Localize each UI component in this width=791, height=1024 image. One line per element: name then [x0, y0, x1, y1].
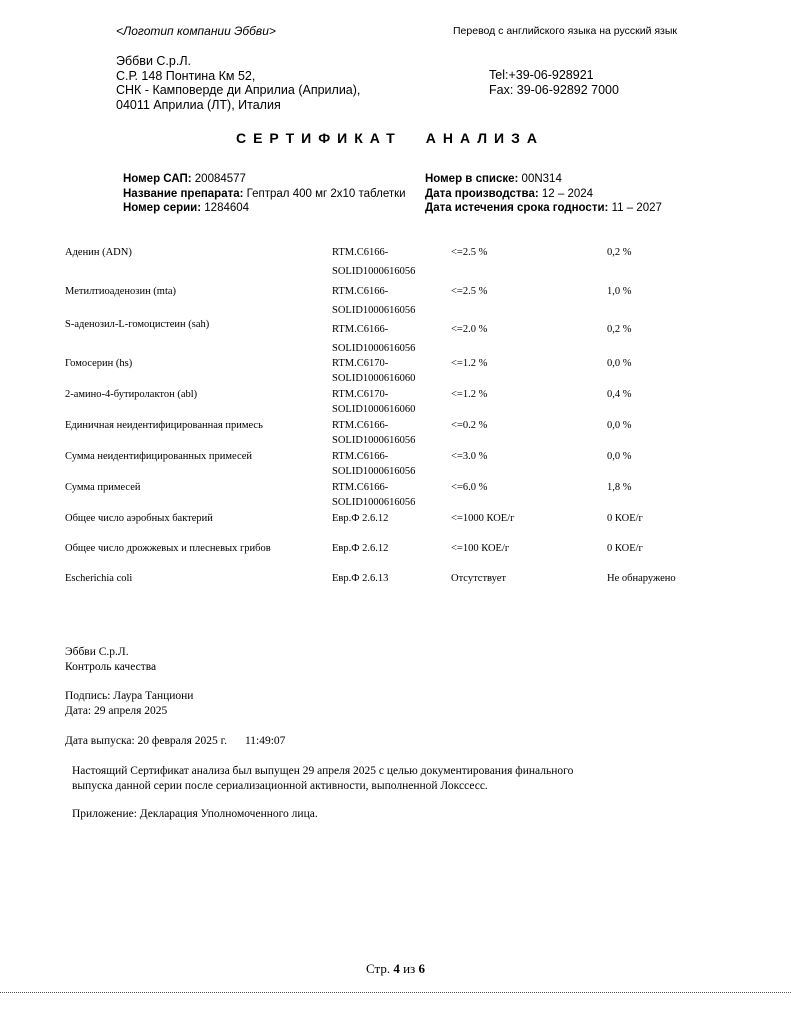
company-contact: [489, 68, 619, 97]
test-spec: <=1.2 %: [451, 358, 488, 369]
test-method-line-1: RTM.C6166-: [332, 482, 389, 493]
test-name: Единичная неидентифицированная примесь: [65, 420, 263, 431]
test-name: Аденин (ADN): [65, 247, 132, 258]
test-name: Гомосерин (hs): [65, 358, 133, 369]
page-current: 4: [393, 961, 400, 976]
test-method-line-1: RTM.C6166-: [332, 420, 389, 431]
test-method: [332, 245, 415, 279]
test-method-line-2: SOLID1000616056: [332, 497, 416, 508]
company-name: Эббви С.р.Л.: [116, 54, 191, 68]
list-value: 00N314: [518, 173, 562, 185]
test-name: S-аденозил-L-гомоцистеин (sah): [65, 319, 210, 330]
title-word-1: СЕРТИФИКАТ: [235, 130, 402, 146]
test-method: [332, 322, 415, 356]
footer-company: Эббви С.р.Л.: [65, 646, 129, 658]
exp-value: 11 – 2027: [608, 202, 662, 214]
test-name: Сумма примесей: [65, 482, 141, 493]
test-method: [332, 387, 415, 417]
mfg-label: Дата производства:: [425, 187, 539, 200]
test-name: Метилтиоаденозин (mta): [65, 286, 177, 297]
document-title: [0, 130, 780, 146]
test-name: Общее число дрожжевых и плесневых грибов: [65, 543, 271, 554]
release-date-line: [65, 735, 285, 747]
test-spec: <=1.2 %: [451, 389, 488, 400]
test-result: 1,0 %: [607, 286, 632, 297]
batch-value: 1284604: [201, 202, 250, 214]
signature-date: Дата: 29 апреля 2025: [65, 705, 168, 717]
title-word-2: АНАЛИЗА: [425, 130, 545, 146]
sap-value: 20084577: [191, 173, 246, 185]
test-result: 0,4 %: [607, 389, 632, 400]
company-tel: Tel:+39-06-928921: [489, 68, 594, 82]
list-label: Номер в списке:: [425, 173, 519, 185]
product-info-right: [425, 172, 662, 216]
test-method: [332, 449, 415, 479]
translation-note: Перевод с английского языка на русский язык: [453, 25, 678, 37]
attachment-note: Приложение: Декларация Уполномоченного лица.: [72, 808, 318, 820]
test-spec: <=2.5 %: [451, 247, 488, 258]
test-spec: <=3.0 %: [451, 451, 488, 462]
address-line-2: СНК - Камповерде ди Априлиа (Априлиа),: [116, 83, 361, 98]
test-method-line-2: SOLID1000616056: [332, 305, 416, 316]
test-spec: Отсутствует: [451, 573, 506, 584]
product-value: Гептрал 400 мг 2х10 таблетки: [243, 187, 406, 200]
signature-block: [65, 689, 193, 719]
page-border-line: [0, 992, 791, 993]
product-label: Название препарата:: [123, 187, 244, 200]
expiry-date: [425, 201, 662, 216]
test-method-line-2: SOLID1000616056: [332, 466, 416, 477]
test-method-line-2: SOLID1000616060: [332, 404, 416, 415]
test-method-line-2: SOLID1000616056: [332, 266, 416, 277]
sap-label: Номер САП:: [123, 173, 192, 185]
address-line-3: 04011 Априлиа (ЛТ), Италия: [116, 97, 281, 112]
test-method: [332, 418, 415, 448]
page-middle: из: [399, 961, 419, 976]
test-name: Сумма неидентифицированных примесей: [65, 451, 253, 462]
test-result: Не обнаружено: [607, 573, 676, 584]
test-spec: <=1000 КОЕ/г: [451, 513, 515, 524]
test-result: 0,2 %: [607, 247, 632, 258]
company-address: [116, 54, 360, 112]
test-method: Евр.Ф 2.6.13: [332, 573, 389, 584]
test-result: 0 КОЕ/г: [607, 513, 643, 524]
test-method-line-1: RTM.C6166-: [332, 286, 389, 297]
test-result: 0,0 %: [607, 358, 632, 369]
product-name: [123, 187, 406, 202]
list-number: [425, 172, 662, 187]
logo-placeholder: <Логотип компании Эббви>: [116, 24, 276, 38]
batch-label: Номер серии:: [123, 202, 202, 214]
test-method-line-1: RTM.C6170-: [332, 389, 389, 400]
test-spec: <=6.0 %: [451, 482, 488, 493]
test-spec: <=0.2 %: [451, 420, 488, 431]
note-line-1: Настоящий Сертификат анализа был выпущен 29 апреля 2025 с целью документирования финального: [72, 765, 574, 777]
test-method: [332, 480, 415, 510]
footer-department: Контроль качества: [65, 661, 157, 673]
batch-number: [123, 201, 406, 216]
company-fax: Fax: 39-06-92892 7000: [489, 82, 619, 97]
test-result: 0,0 %: [607, 451, 632, 462]
certificate-note: [72, 764, 573, 794]
page-number: [0, 961, 791, 977]
note-line-2: выпуска данной серии после сериализационной активности, выполненной Локссесс.: [72, 780, 488, 792]
test-spec: <=2.0 %: [451, 324, 488, 335]
test-result: 0,2 %: [607, 324, 632, 335]
test-method-line-2: SOLID1000616056: [332, 343, 416, 354]
page-total: 6: [418, 961, 425, 976]
test-method: [332, 284, 415, 318]
test-name: Общее число аэробных бактерий: [65, 513, 213, 524]
release-time: 11:49:07: [244, 735, 286, 747]
test-method-line-1: RTM.C6166-: [332, 247, 389, 258]
test-result: 0 КОЕ/г: [607, 543, 643, 554]
test-method-line-2: SOLID1000616060: [332, 373, 416, 384]
test-name: Escherichia coli: [65, 573, 133, 584]
test-method-line-2: SOLID1000616056: [332, 435, 416, 446]
product-info-left: [123, 172, 406, 216]
test-result: 0,0 %: [607, 420, 632, 431]
test-method: Евр.Ф 2.6.12: [332, 543, 389, 554]
test-result: 1,8 %: [607, 482, 632, 493]
address-line-1: С.Р. 148 Понтина Км 52,: [116, 68, 256, 83]
release-date: Дата выпуска: 20 февраля 2025 г.: [65, 735, 227, 747]
test-name: 2-амино-4-бутиролактон (abl): [65, 389, 198, 400]
test-spec: <=2.5 %: [451, 286, 488, 297]
mfg-value: 12 – 2024: [538, 187, 594, 200]
test-method: [332, 356, 415, 386]
qc-block: [65, 645, 156, 675]
test-method-line-1: RTM.C6170-: [332, 358, 389, 369]
test-method: Евр.Ф 2.6.12: [332, 513, 389, 524]
test-method-line-1: RTM.C6166-: [332, 451, 389, 462]
manufacture-date: [425, 187, 662, 202]
exp-label: Дата истечения срока годности:: [425, 202, 609, 214]
test-spec: <=100 КОЕ/г: [451, 543, 510, 554]
page-prefix: Стр.: [366, 961, 394, 976]
test-method-line-1: RTM.C6166-: [332, 324, 389, 335]
signature-line: Подпись: Лаура Танциони: [65, 690, 194, 702]
sap-number: [123, 172, 406, 187]
